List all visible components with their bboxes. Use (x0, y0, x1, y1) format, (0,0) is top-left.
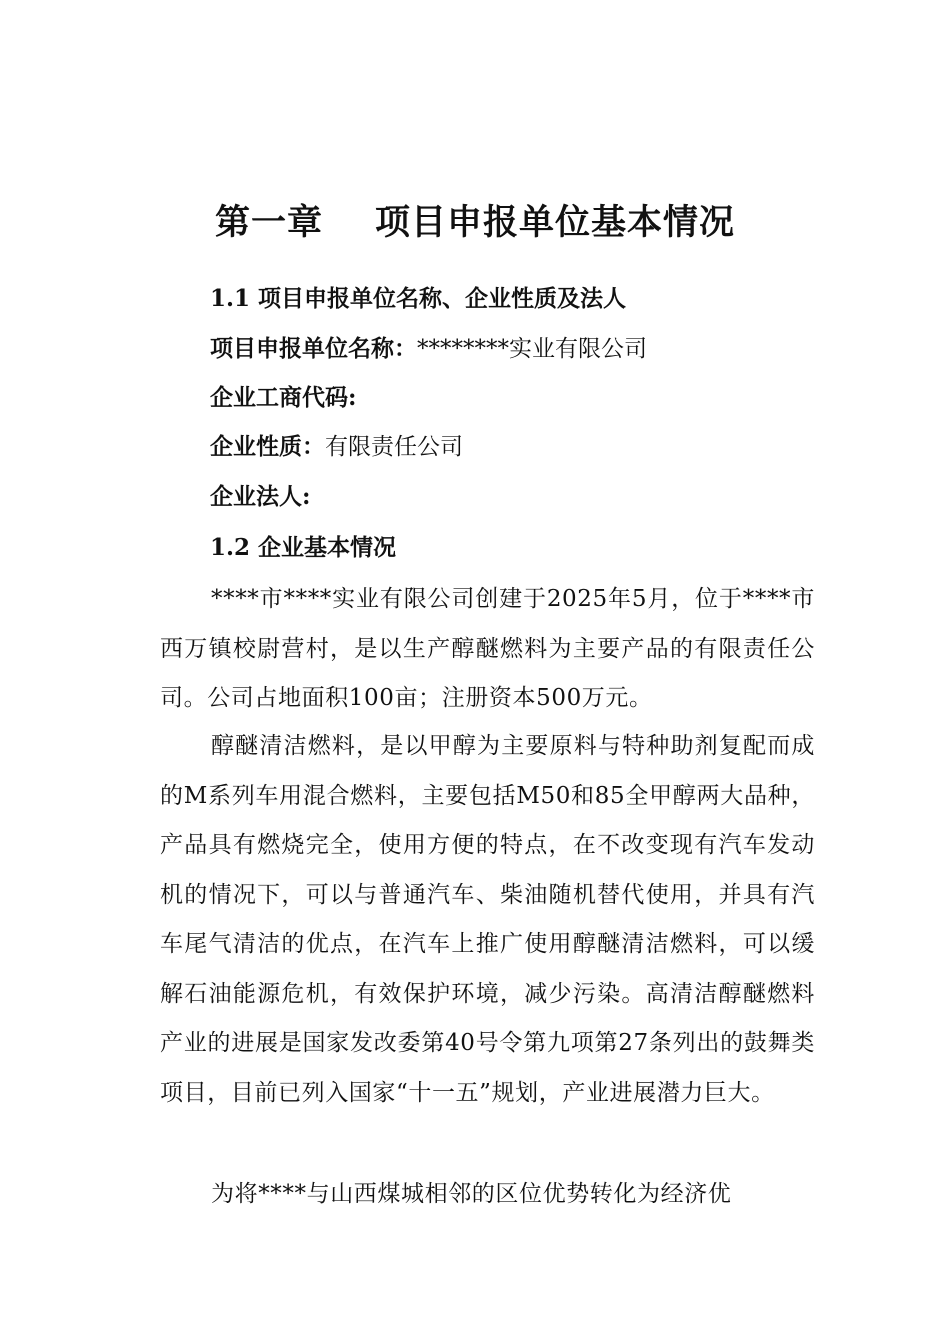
nature-value: 有限责任公司 (325, 434, 463, 460)
legal-person-row (210, 479, 311, 515)
company-name-label: 项目申报单位名称： (210, 335, 417, 362)
nature-label: 企业性质： (210, 433, 325, 460)
paragraph-company-overview: ****市****实业有限公司创建于2025年5月，位于****市西万镇校尉营村，是以生产醇醚燃料为主要产品的有限责任公司。公司占地面积100亩；注册资本500万元。 (160, 586, 815, 711)
paragraph-fuel-description: 醇醚清洁燃料，是以甲醇为主要原料与特种助剂复配而成的M系列车用混合燃料，主要包括M50和85全甲醇两大品种，产品具有燃烧完全，使用方便的特点，在不改变现有汽车发动机的情况下，可以与普通汽车、柴油随机替代使用，并具有汽车尾气清洁的优点，在汽车上推广使用醇醚清洁燃料，可以缓解石油能源危机，有效保护环境，减少污染。高清洁醇醚燃料产业的进展是国家发改委第40号令第九项第27条列出的鼓舞类项目，目前已列入国家“十一五”规划，产业进展潜力巨大。 (160, 733, 815, 1106)
section-heading-1-1: 1.1 项目申报单位名称、企业性质及法人 (210, 285, 627, 312)
business-code-row (210, 380, 357, 416)
legal-person-label: 企业法人: (210, 483, 311, 510)
chapter-number: 第一章 (214, 203, 323, 243)
section-heading-1-2: 1.2 企业基本情况 (210, 534, 397, 561)
business-code-label: 企业工商代码: (210, 384, 357, 411)
chapter-title-text: 项目申报单位基本情况 (375, 203, 736, 243)
company-name-row (210, 331, 647, 367)
nature-row (210, 429, 463, 465)
chapter-title (0, 198, 950, 248)
company-name-value: ********实业有限公司 (417, 336, 647, 362)
paragraph-regional-advantage: 为将****与山西煤城相邻的区位优势转化为经济优 (211, 1181, 732, 1207)
